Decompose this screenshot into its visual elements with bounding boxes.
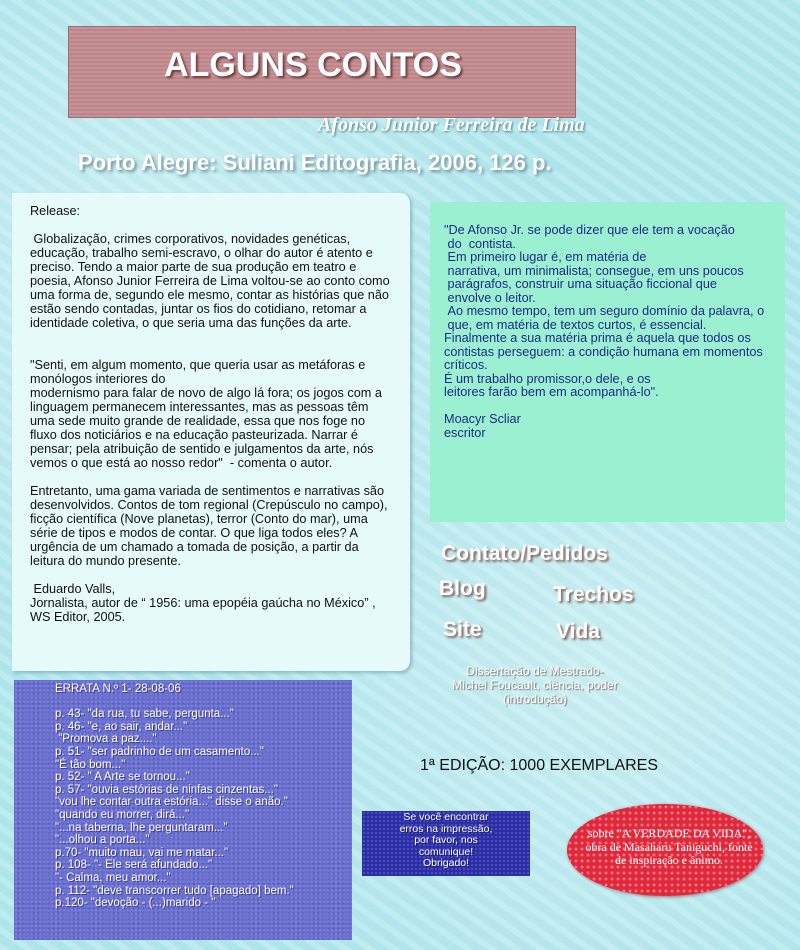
vida-link[interactable]: Vida — [556, 620, 600, 643]
release-text: Release: Globalização, crimes corporativos, novidades genéticas, educação, trabalho semi-escravo, o olhar do autor é atento e preciso. Tendo a maior parte de sua produção em teatro e poesia, Afonso Junior Ferreira de Lima voltou-se ao conto como uma forma de, segundo ele mesmo, contar as histórias que não estão sendo contadas, juntar os fios do cotidiano, retomar a identidade coletiva, o que seria uma das funções da arte. "Senti, em algum momento, que queria usar as metáforas e monólogos interiores do modernismo para falar de novo de algo lá fora; os jogos com a linguagem permanecem interessantes, mas as pessoas têm uma sede muito grande de realidade, essa que nos foge no fluxo dos noticiários e na educação pasteurizada. Narrar é pensar; pela atribuição de sentido e julgamentos da arte, nós vemos o que está ao nosso redor" - comenta o autor. Entretanto, uma gama variada de sentimentos e narrativas são desenvolvidos. Contos de tom regional (Crepúsculo no campo), ficção científica (Nove planetas), terror (Conto do mar), uma série de tipos e modos de contar. O que liga todos eles? A urgência de um chamado a tomada de posição, a partir da leitura do mundo presente. Eduardo Valls, Jornalista, autor de “ 1956: uma epopéia gaúcha no México” , WS Editor, 2005. — [30, 204, 390, 624]
errata-text: ERRATA N.º 1- 28-08-06 p. 43- "da rua, tu sabe, pergunta..." p. 46- "e, ao sair, andar..." "Promova a paz...." p. 51- "ser padrinho de um casamento..." "É tão bom..." p. 52- " A Arte se tornou..." p. 57- "ouvia estórias de ninfas cinzentas..." "vou lhe contar outra estória..." disse o anão." "quando eu morrer, dirá..." "...na taberna, lhe perguntaram..." "...olhou a porta..." p.70- "muito mau, vai me matar..." p. 108- "- Ele será afundado..." "- Calma, meu amor..." p. 112- "deve transcorrer tudo [apagado] bem." p.120- "devoção - (...)marido - " — [55, 683, 294, 910]
contato-pedidos-link[interactable]: Contato/Pedidos — [441, 542, 608, 565]
verdade-da-vida-text[interactable]: sobre "A VERDADE DA VIDA", obra de Masaharu Taniguchi, fonte de inspiração e ânimo. — [585, 826, 753, 868]
trechos-link[interactable]: Trechos — [553, 583, 634, 606]
author-name: Afonso Junior Ferreira de Lima — [318, 114, 585, 136]
publisher-info: Porto Alegre: Suliani Editografia, 2006, 126 p. — [78, 150, 552, 175]
page-title: ALGUNS CONTOS — [164, 46, 462, 84]
site-link[interactable]: Site — [443, 618, 482, 641]
notice-text: Se você encontrar erros na impressão, por favor, nos comunique! Obrigado! — [399, 811, 493, 870]
blog-link[interactable]: Blog — [439, 577, 486, 600]
edition-info: 1ª EDIÇÃO: 1000 EXEMPLARES — [420, 757, 659, 774]
dissertacao-link[interactable]: Dissertação de Mestrado- Michel Foucault, ciência, poder (introdução) — [452, 664, 618, 706]
quote-text: "De Afonso Jr. se pode dizer que ele tem a vocação do contista. Em primeiro lugar é, em matéria de narrativa, um minimalista; consegue, em uns poucos parágrafos, construir uma situação ficcional que envolve o leitor. Ao mesmo tempo, tem um seguro domínio da palavra, o que, em matéria de textos curtos, é essencial. Finalmente a sua matéria prima é aquela que todos os contistas perseguem: a condição humana em momentos críticos. É um trabalho promissor,o dele, e os leitores farão bem em acompanhá-lo". Moacyr Scliar escritor — [444, 223, 765, 440]
